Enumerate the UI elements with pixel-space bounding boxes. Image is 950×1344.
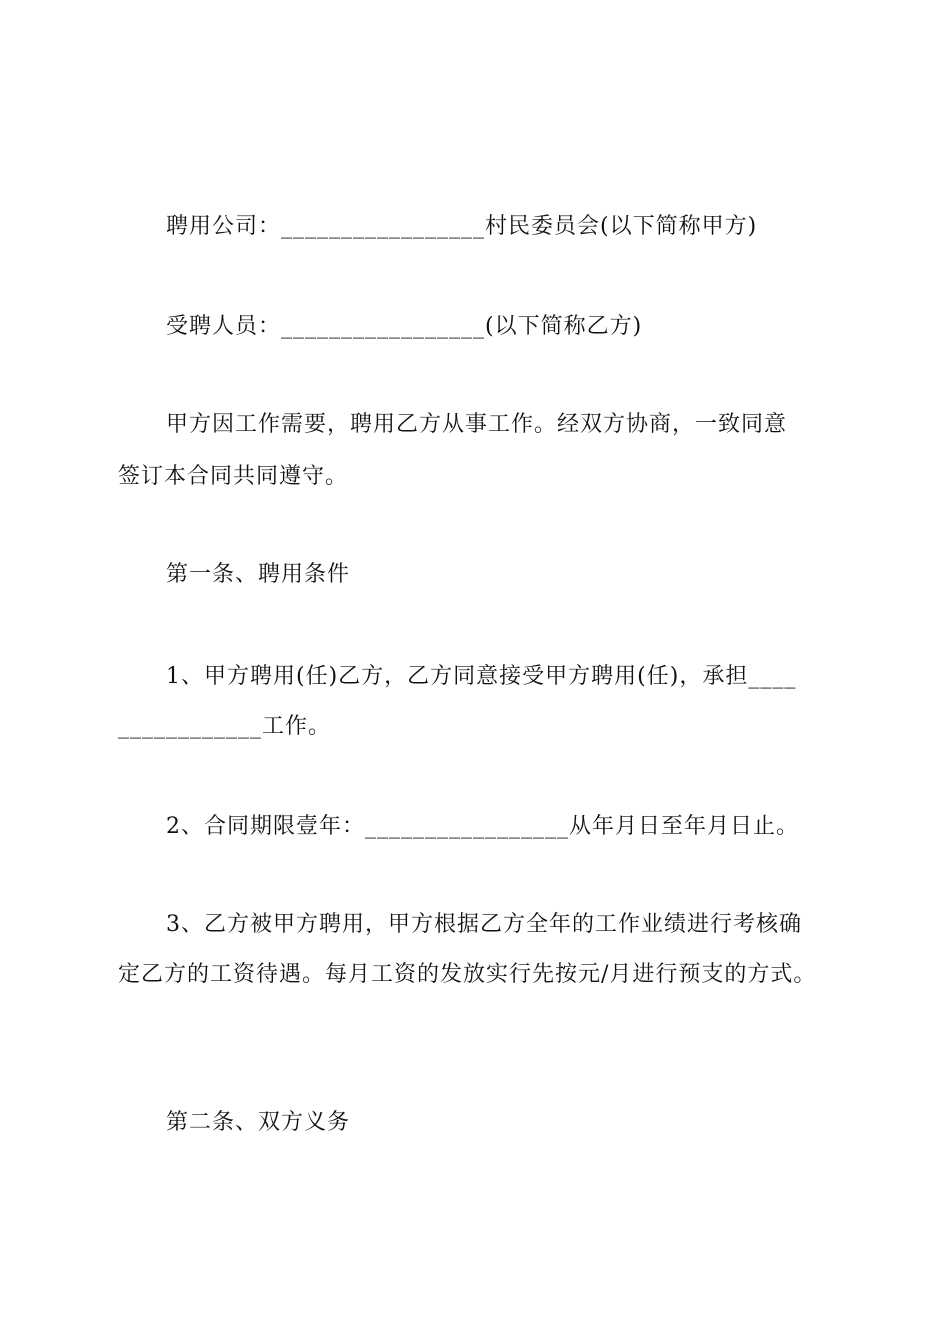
clause-3-line-1: 3、乙方被甲方聘用，甲方根据乙方全年的工作业绩进行考核确 (166, 912, 802, 937)
clause-3-line-2: 定乙方的工资待遇。每月工资的发放实行先按元/月进行预支的方式。 (118, 962, 817, 987)
clause-1-line-1: 1、甲方聘用(任)乙方，乙方同意接受甲方聘用(任)，承担____ (166, 664, 797, 689)
employee-line: 受聘人员：_________________(以下简称乙方) (166, 314, 643, 339)
article-2-heading: 第二条、双方义务 (166, 1110, 351, 1135)
clause-2-line: 2、合同期限壹年：_________________从年月日至年月日止。 (166, 814, 799, 839)
clause-1-line-2: ____________工作。 (118, 714, 332, 739)
employer-line: 聘用公司：_________________村民委员会(以下简称甲方) (166, 214, 758, 239)
intro-paragraph-line-1: 甲方因工作需要，聘用乙方从事工作。经双方协商，一致同意 (166, 412, 788, 437)
article-1-heading: 第一条、聘用条件 (166, 562, 351, 587)
intro-paragraph-line-2: 签订本合同共同遵守。 (118, 464, 349, 489)
